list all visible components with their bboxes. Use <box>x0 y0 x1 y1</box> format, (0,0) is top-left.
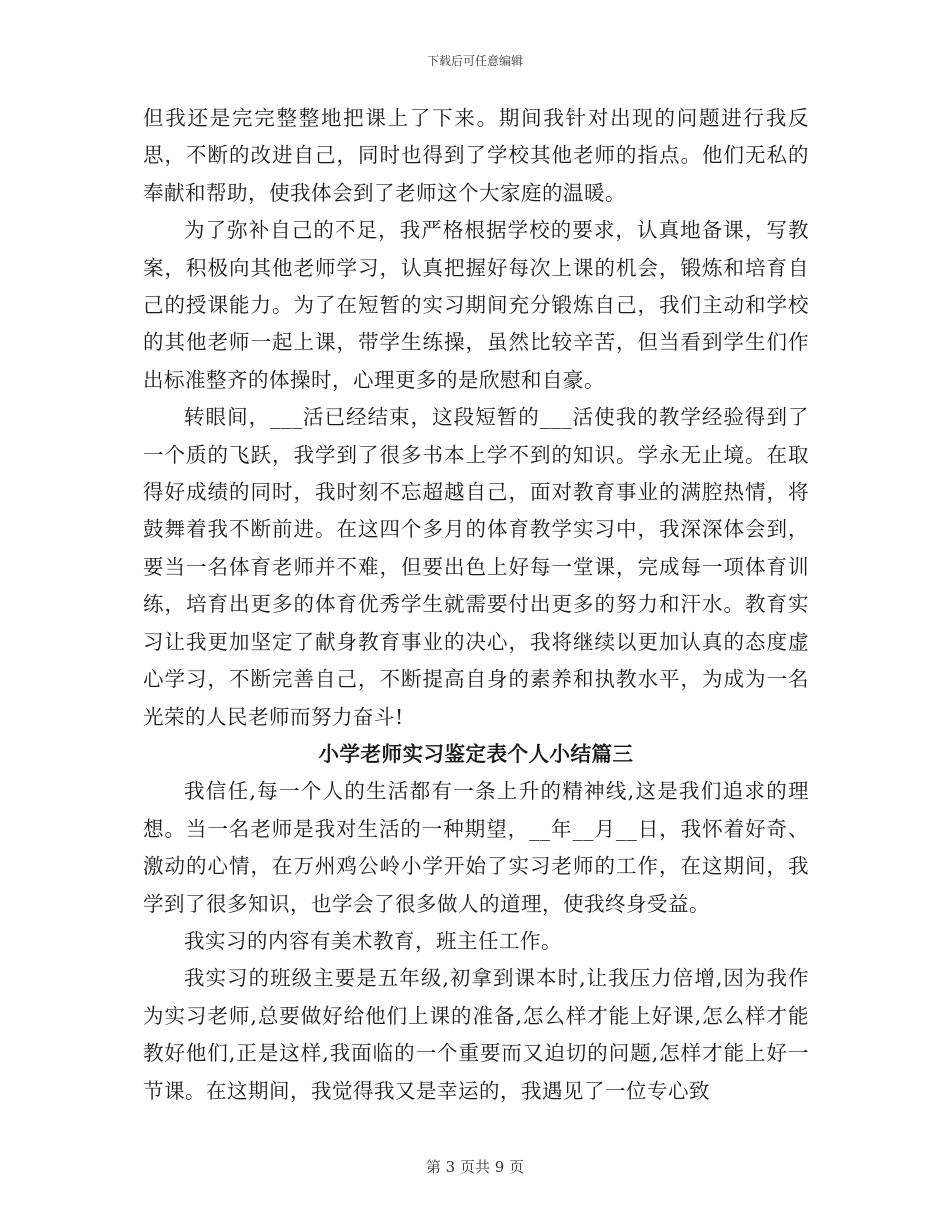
paragraph-3: 转眼间，___活已经结束，这段短暂的___活使我的教学经验得到了一个质的飞跃，我学到了很多书本上学不到的知识。学永无止境。在取得好成绩的同时，我时刻不忘超越自己，面对教育事业的满腔热情，将鼓舞着我不断前进。在这四个多月的体育教学实习中，我深深体会到，要当一名体育老师并不难，但要出色上好每一堂课，完成每一项体育训练，培育出更多的体育优秀学生就需要付出更多的努力和汗水。教育实习让我更加坚定了献身教育事业的决心，我将继续以更加认真的态度虚心学习，不断完善自己，不断提高自身的素养和执教水平，为成为一名光荣的人民老师而努力奋斗! <box>143 405 809 729</box>
section-title: 小学老师实习鉴定表个人小结篇三 <box>318 741 634 766</box>
page-footer: 第 3 页共 9 页 <box>425 1158 525 1176</box>
paragraph-1: 但我还是完完整整地把课上了下来。期间我针对出现的问题进行我反思，不断的改进自己，同时也得到了学校其他老师的指点。他们无私的奉献和帮助，使我体会到了老师这个大家庭的温暖。 <box>143 106 809 205</box>
page-header: 下载后可任意编辑 <box>426 54 523 68</box>
paragraph-2: 为了弥补自己的不足，我严格根据学校的要求，认真地备课，写教案，积极向其他老师学习，认真把握好每次上课的机会，锻炼和培育自己的授课能力。为了在短暂的实习期间充分锻炼自己，我们主动和学校的其他老师一起上课，带学生练操，虽然比较辛苦，但当看到学生们作出标准整齐的体操时，心理更多的是欣慰和自豪。 <box>143 218 809 392</box>
paragraph-5: 我实习的内容有美术教育，班主任工作。 <box>184 928 562 953</box>
paragraph-6: 我实习的班级主要是五年级,初拿到课本时,让我压力倍增,因为我作为实习老师,总要做好给他们上课的准备,怎么样才能上好课,怎么样才能教好他们,正是这样,我面临的一个重要而又迫切的问题,怎样才能上好一节课。在这期间，我觉得我又是幸运的，我遇见了一位专心致 <box>143 966 809 1103</box>
document-body <box>143 100 809 1110</box>
paragraph-4: 我信任,每一个人的生活都有一条上升的精神线,这是我们追求的理想。当一名老师是我对生活的一种期望，__年__月__日，我怀着好奇、激动的心情，在万州鸡公岭小学开始了实习老师的工作，在这期间，我学到了很多知识，也学会了很多做人的道理，使我终身受益。 <box>143 779 809 916</box>
